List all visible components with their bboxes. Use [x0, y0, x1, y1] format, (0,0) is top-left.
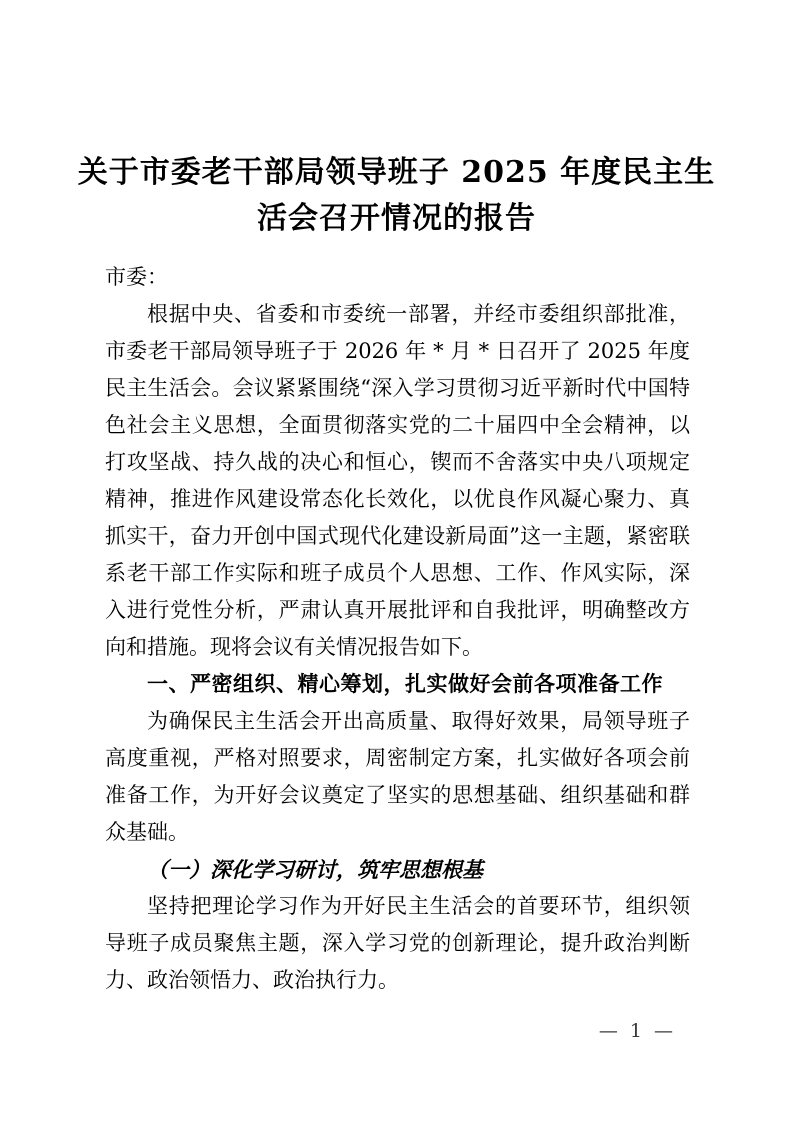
- document-body: [105, 259, 690, 999]
- subsection-1-heading: （一）深化学习研讨，筑牢思想根基: [147, 857, 483, 882]
- section-1-heading: 一、严密组织、精心筹划，扎实做好会前各项准备工作: [147, 672, 663, 696]
- document-title: [0, 0, 793, 242]
- document-title-line-2: 活会召开情况的报告: [257, 201, 536, 236]
- page-footer: [599, 1020, 676, 1042]
- page-number: — 1 —: [598, 1020, 676, 1042]
- subsection-1-paragraph: 坚持把理论学习作为开好民主生活会的首要环节，组织领导班子成员聚焦主题，深入学习党的创新理论，提升政治判断力、政治领悟力、政治执行力。: [105, 894, 690, 992]
- intro-paragraph: 根据中央、省委和市委统一部署，并经市委组织部批准，市委老干部局领导班子于 2026 年 * 月 * 日召开了 2025 年度民主生活会。会议紧紧围绕“深入学习贯彻习近平新时代中国特色社会主义思想，全面贯彻落实党的二十届四中全会精神，以打攻坚战、持久战的决心和恒心，锲而不舍落实中央八项规定精神，推进作风建设常态化长效化，以优良作风凝心聚力、真抓实干，奋力开创中国式现代化建设新局面”这一主题，紧密联系老干部工作实际和班子成员个人思想、工作、作风实际，深入进行党性分析，严肃认真开展批评和自我批评，明确整改方向和措施。现将会议有关情况报告如下。: [105, 302, 690, 659]
- document-title-line-1: 关于市委老干部局领导班子 2025 年度民主生: [77, 155, 716, 190]
- section-1-paragraph: 为确保民主生活会开出高质量、取得好效果，局领导班子高度重视，严格对照要求，周密制定方案，扎实做好各项会前准备工作，为开好会议奠定了坚实的思想基础、组织基础和群众基础。: [105, 709, 690, 844]
- salutation: 市委：: [105, 265, 168, 289]
